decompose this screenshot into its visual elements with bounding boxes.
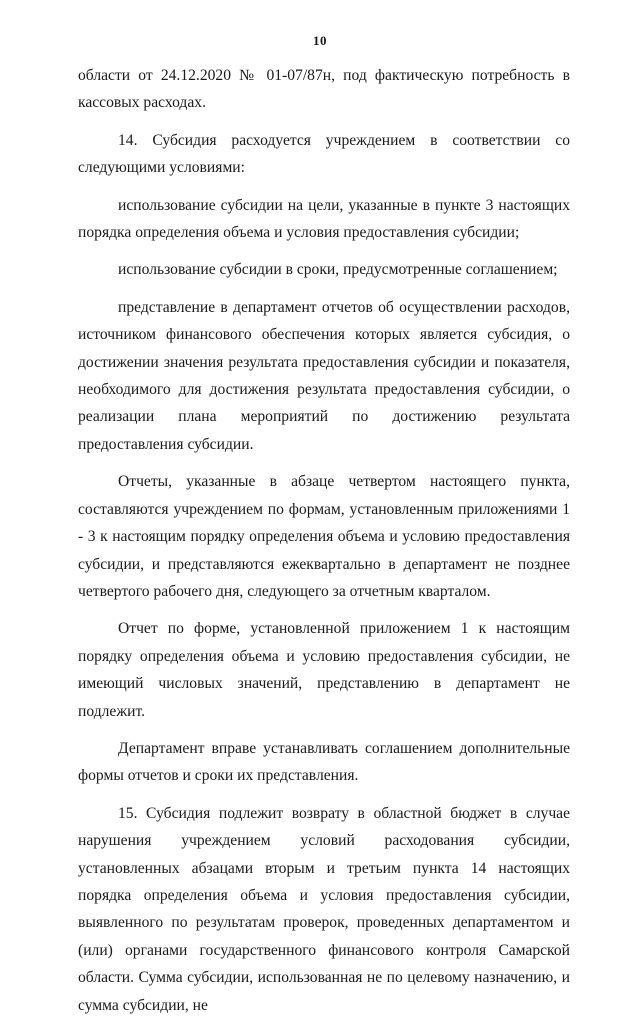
paragraph-condition-terms: использование субсидии в сроки, предусмотренные соглашением; [118, 261, 558, 279]
page-number: 10 [313, 33, 327, 48]
paragraph-item-15: 15. Субсидия подлежит возврату в областной бюджет в случае нарушения учреждением условий расходования субсидии, установленных абзацами вторым и третьим пункта 14 настоящих порядка определения объема и условия предоставления субсидии, выявленного по результатам проверок, проведенных департаментом и (или) органами государственного финансового контроля Самарской области. Сумма субсидии, использованная не по целевому назначению, и сумма субсидии, не [78, 804, 570, 1014]
paragraph-condition-purpose: использование субсидии на цели, указанные в пункте 3 настоящих порядка определения объема и условия предоставления субсидии; [78, 196, 570, 242]
document-body [78, 62, 570, 1019]
paragraph-continuation: области от 24.12.2020 № 01-07/87н, под фактическую потребность в кассовых расходах. [78, 67, 570, 112]
paragraph-report-no-values: Отчет по форме, установленной приложением 1 к настоящим порядку определения объема и условию предоставления субсидии, не имеющий числовых значений, представлению в департамент не подлежит. [78, 620, 570, 720]
paragraph-item-14: 14. Субсидия расходуется учреждением в соответствии со следующими условиями: [78, 131, 570, 177]
paragraph-reports-forms: Отчеты, указанные в абзаце четвертом настоящего пункта, составляются учреждением по формам, установленным приложениями 1 - 3 к настоящим порядку определения объема и условию предоставления субсидии, и представляются ежеквартально в департамент не позднее четвертого рабочего дня, следующего за отчетным кварталом. [78, 473, 570, 600]
paragraph-additional-forms: Департамент вправе устанавливать соглашением дополнительные формы отчетов и сроки их представления. [78, 739, 570, 785]
paragraph-condition-reports: представление в департамент отчетов об осуществлении расходов, источником финансового обеспечения которых является субсидия, о достижении значения результата предоставления субсидии и показателя, необходимого для достижения результата предоставления субсидии, о реализации плана мероприятий по достижению результата предоставления субсидии. [78, 298, 570, 453]
